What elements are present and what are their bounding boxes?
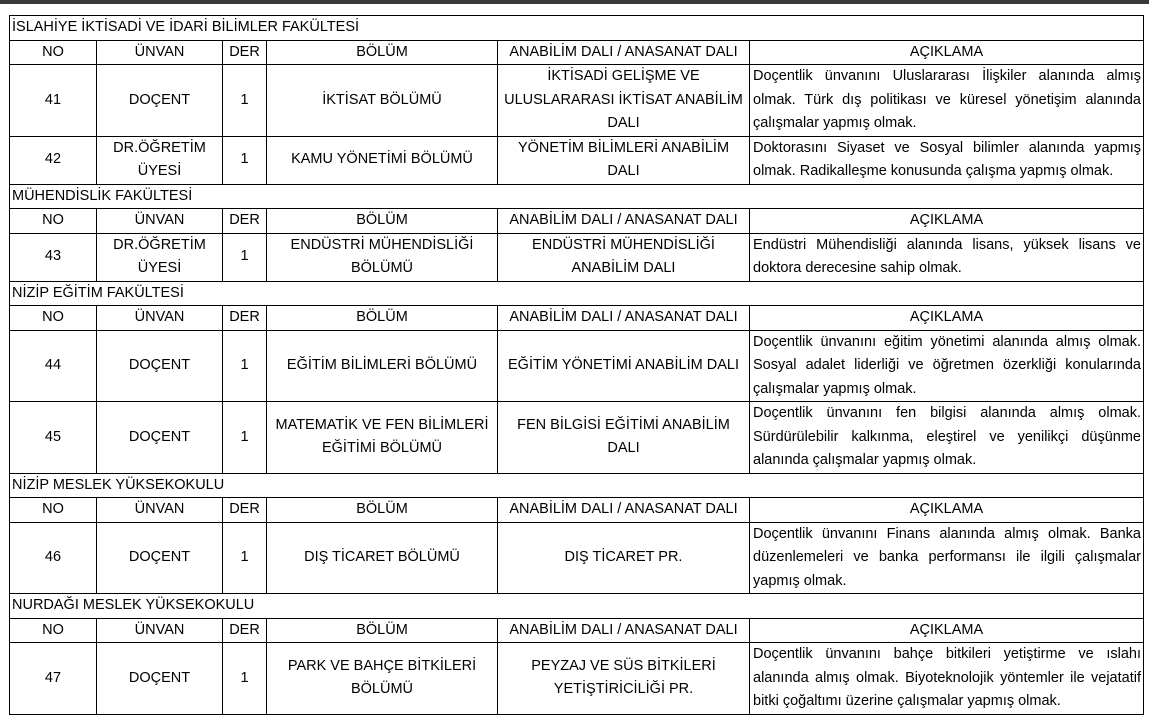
cell-unvan: DR.ÖĞRETİM ÜYESİ [97,136,223,184]
header-der: DER [223,306,267,331]
section-title: NİZİP EĞİTİM FAKÜLTESİ [10,281,1144,306]
header-anabilim: ANABİLİM DALI / ANASANAT DALI [498,498,750,523]
cell-anabilim: EĞİTİM YÖNETİMİ ANABİLİM DALI [498,330,750,402]
header-bolum: BÖLÜM [267,40,498,65]
cell-unvan: DOÇENT [97,330,223,402]
header-aciklama: AÇIKLAMA [750,209,1144,234]
header-no: NO [10,618,97,643]
cell-der: 1 [223,65,267,137]
section-title-row [10,473,1144,498]
position-listing-table [9,15,1144,715]
cell-unvan: DOÇENT [97,643,223,715]
cell-bolum: KAMU YÖNETİMİ BÖLÜMÜ [267,136,498,184]
table-row [10,402,1144,474]
cell-bolum: MATEMATİK VE FEN BİLİMLERİ EĞİTİMİ BÖLÜMÜ [267,402,498,474]
cell-anabilim: DIŞ TİCARET PR. [498,522,750,594]
table-row [10,643,1144,715]
cell-no: 44 [10,330,97,402]
cell-unvan: DOÇENT [97,65,223,137]
cell-anabilim: YÖNETİM BİLİMLERİ ANABİLİM DALI [498,136,750,184]
header-der: DER [223,618,267,643]
table-row [10,330,1144,402]
header-unvan: ÜNVAN [97,209,223,234]
cell-der: 1 [223,402,267,474]
section-title-row [10,281,1144,306]
cell-aciklama: Doçentlik ünvanını fen bilgisi alanında almış olmak. Sürdürülebilir kalkınma, eleştirel ve yenilikçi düşünme alanında çalışmalar yapmış olmak. [750,402,1144,474]
header-der: DER [223,209,267,234]
header-no: NO [10,209,97,234]
section-title: NURDAĞI MESLEK YÜKSEKOKULU [10,594,1144,619]
header-bolum: BÖLÜM [267,618,498,643]
header-bolum: BÖLÜM [267,209,498,234]
header-aciklama: AÇIKLAMA [750,40,1144,65]
cell-bolum: DIŞ TİCARET BÖLÜMÜ [267,522,498,594]
cell-aciklama: Doktorasını Siyaset ve Sosyal bilimler alanında yapmış olmak. Radikalleşme konusunda çalışma yapmış olmak. [750,136,1144,184]
header-aciklama: AÇIKLAMA [750,498,1144,523]
column-header-row [10,209,1144,234]
cell-aciklama: Doçentlik ünvanını Finans alanında almış olmak. Banka düzenlemeleri ve banka performansı ile ilgili çalışmalar yapmış olmak. [750,522,1144,594]
table-row [10,65,1144,137]
cell-anabilim: İKTİSADİ GELİŞME VE ULUSLARARASI İKTİSAT ANABİLİM DALI [498,65,750,137]
cell-no: 46 [10,522,97,594]
cell-bolum: PARK VE BAHÇE BİTKİLERİ BÖLÜMÜ [267,643,498,715]
section-title-row [10,594,1144,619]
section-title: MÜHENDİSLİK FAKÜLTESİ [10,184,1144,209]
header-anabilim: ANABİLİM DALI / ANASANAT DALI [498,209,750,234]
section-title-row [10,184,1144,209]
header-bolum: BÖLÜM [267,498,498,523]
top-border-bar [0,0,1149,4]
header-no: NO [10,40,97,65]
cell-der: 1 [223,643,267,715]
cell-aciklama: Doçentlik ünvanını bahçe bitkileri yetiştirme ve ıslahı alanında almış olmak. Biyoteknolojik yöntemler ile vejatatif bitki çoğaltımı üzerine çalışmalar yapmış olmak. [750,643,1144,715]
cell-no: 42 [10,136,97,184]
cell-aciklama: Endüstri Mühendisliği alanında lisans, yüksek lisans ve doktora derecesine sahip olmak. [750,233,1144,281]
header-anabilim: ANABİLİM DALI / ANASANAT DALI [498,40,750,65]
cell-no: 45 [10,402,97,474]
cell-anabilim: FEN BİLGİSİ EĞİTİMİ ANABİLİM DALI [498,402,750,474]
cell-der: 1 [223,522,267,594]
header-der: DER [223,40,267,65]
column-header-row [10,306,1144,331]
column-header-row [10,40,1144,65]
section-title: NİZİP MESLEK YÜKSEKOKULU [10,473,1144,498]
cell-bolum: EĞİTİM BİLİMLERİ BÖLÜMÜ [267,330,498,402]
column-header-row [10,618,1144,643]
cell-no: 47 [10,643,97,715]
header-aciklama: AÇIKLAMA [750,306,1144,331]
header-anabilim: ANABİLİM DALI / ANASANAT DALI [498,306,750,331]
table-row [10,522,1144,594]
cell-unvan: DR.ÖĞRETİM ÜYESİ [97,233,223,281]
header-unvan: ÜNVAN [97,618,223,643]
section-title: İSLAHİYE İKTİSADİ VE İDARİ BİLİMLER FAKÜLTESİ [10,16,1144,41]
column-header-row [10,498,1144,523]
cell-bolum: İKTİSAT BÖLÜMÜ [267,65,498,137]
cell-no: 43 [10,233,97,281]
cell-anabilim: PEYZAJ VE SÜS BİTKİLERİ YETİŞTİRİCİLİĞİ PR. [498,643,750,715]
cell-unvan: DOÇENT [97,522,223,594]
cell-der: 1 [223,136,267,184]
header-bolum: BÖLÜM [267,306,498,331]
header-unvan: ÜNVAN [97,40,223,65]
cell-der: 1 [223,233,267,281]
section-title-row [10,16,1144,41]
cell-aciklama: Doçentlik ünvanını eğitim yönetimi alanında almış olmak. Sosyal adalet liderliği ve öğretmen özerkliği konularında çalışmalar yapmış olmak. [750,330,1144,402]
header-no: NO [10,498,97,523]
cell-unvan: DOÇENT [97,402,223,474]
header-anabilim: ANABİLİM DALI / ANASANAT DALI [498,618,750,643]
cell-bolum: ENDÜSTRİ MÜHENDİSLİĞİ BÖLÜMÜ [267,233,498,281]
cell-der: 1 [223,330,267,402]
cell-anabilim: ENDÜSTRİ MÜHENDİSLİĞİ ANABİLİM DALI [498,233,750,281]
header-unvan: ÜNVAN [97,306,223,331]
header-aciklama: AÇIKLAMA [750,618,1144,643]
header-unvan: ÜNVAN [97,498,223,523]
table-row [10,136,1144,184]
header-der: DER [223,498,267,523]
header-no: NO [10,306,97,331]
cell-no: 41 [10,65,97,137]
cell-aciklama: Doçentlik ünvanını Uluslararası İlişkiler alanında almış olmak. Türk dış politikası ve küresel yönetişim alanında çalışmalar yapmış olmak. [750,65,1144,137]
table-row [10,233,1144,281]
